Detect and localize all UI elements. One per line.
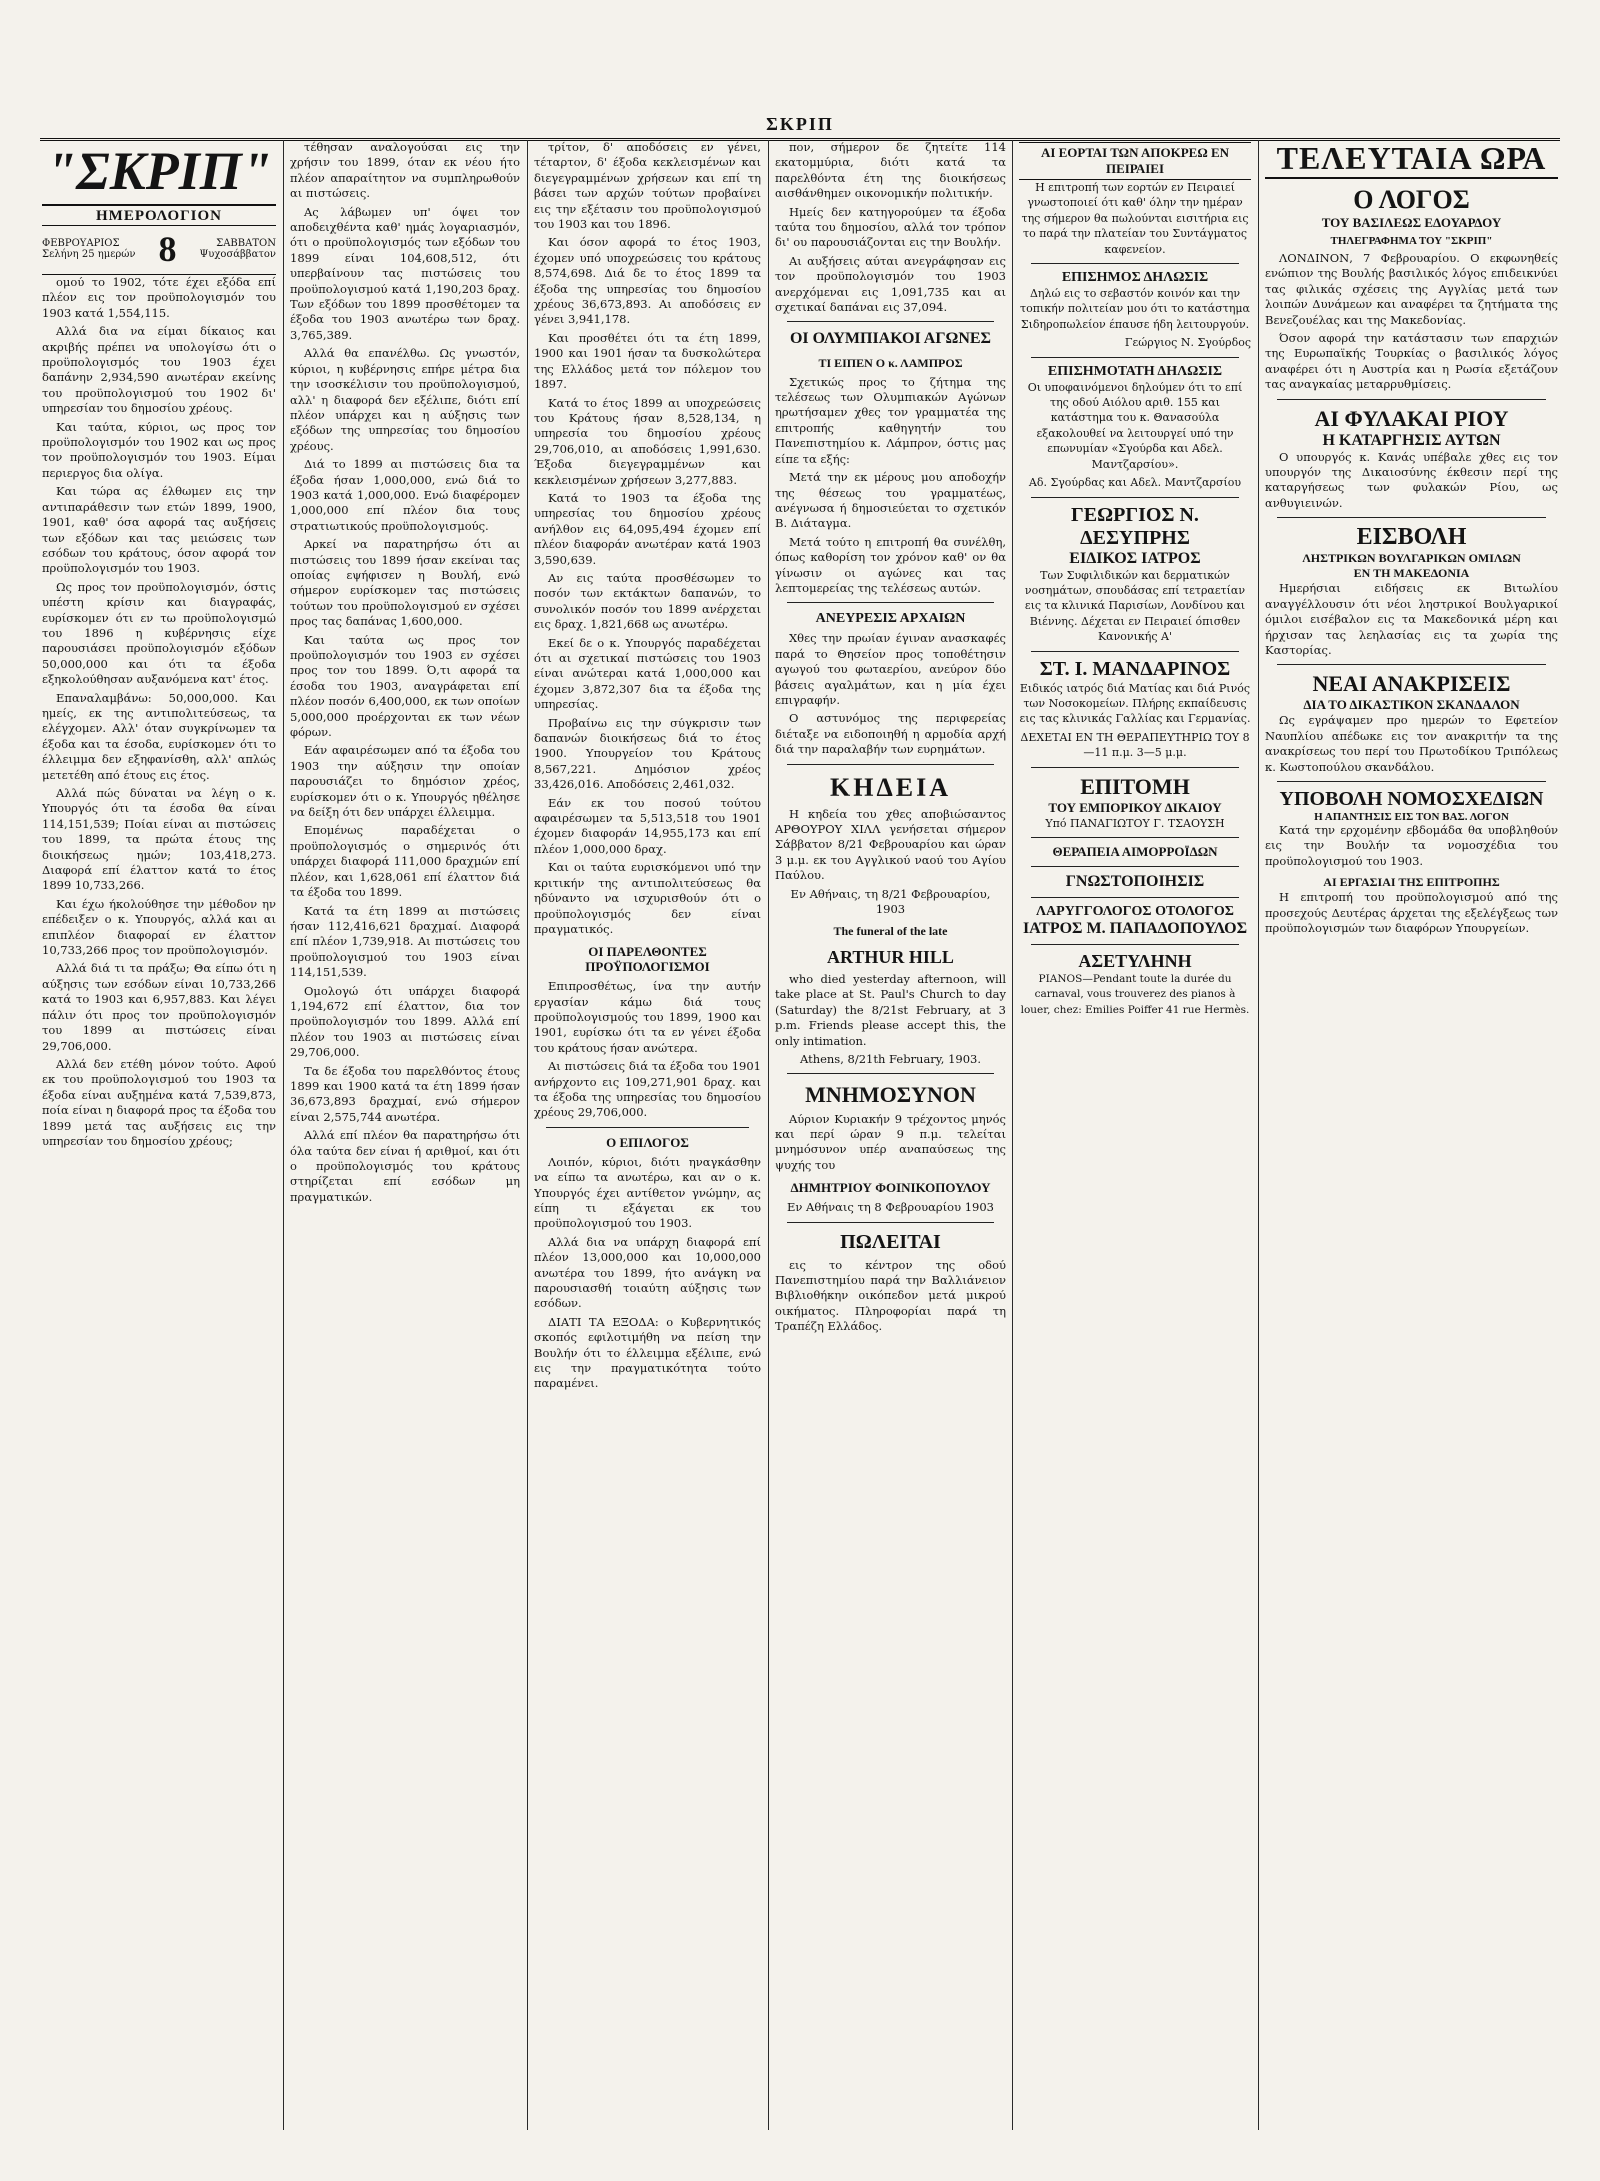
divider xyxy=(1277,664,1546,665)
column-2 xyxy=(290,140,520,2130)
divider xyxy=(1031,837,1239,838)
section-heading: ΝΕΑΙ ΑΝΑΚΡΙΣΕΙΣ xyxy=(1312,671,1511,697)
column-rule xyxy=(283,140,284,2130)
memorial-heading: ΜΝΗΜΟΣΥΝΟΝ xyxy=(805,1082,976,1108)
divider xyxy=(787,602,994,603)
article-paragraph: Αλλά διά τι τα πράξω; Θα είπω ότι η αύξησις των εσόδων είναι 10,733,266 κατά το 1903 και 6,957,883. Και λέγει πάλιν ότι προς τον προϋπολογισμόν του 1899 αι πιστώσεις είναι 29,706,000. xyxy=(42,961,276,1053)
article-paragraph: Και οι ταύτα ευρισκόμενοι υπό την κριτικήν της αντιπολιτεύσεως θα ηδύναντο να ισχυρισθούν ότι ο προϋπολογισμός δεν είναι πραγματικός. xyxy=(534,860,761,936)
article-paragraph: Ως εγράψαμεν προ ημερών το Εφετείον Ναυπλίου απέδωκε εις τον ανακριτήν τα της ανακρίσεως του περί του Πρωτοδίκου Τριπόλεως κ. Κωστοπούλου σκανδάλου. xyxy=(1265,713,1558,774)
article-paragraph: ΛΟΝΔΙΝΟΝ, 7 Φεβρουαρίου. Ο εκφωνηθείς ενώπιον της Βουλής βασιλικός λόγος επιδεικνύει τας φιλικάς σχέσεις της Αγγλίας μετά των λοιπών Δυνάμεων και αναφέρει τα ζητήματα της Βενεζουέλας και της Μακεδονίας. xyxy=(1265,251,1558,327)
section-heading: ΑΝΕΥΡΕΣΙΣ ΑΡΧΑΙΩΝ xyxy=(815,611,966,627)
article-paragraph: Ας λάβωμεν υπ' όψει τον αποδειχθέντα καθ' ημάς λογαριασμόν, ότι ο προϋπολογισμός των εξόδων του 1899 είναι 104,608,512, ότι υπερβαίνουν τας πιστώσεις του προϋπολογισμού κατά 1,190,203 δραχ. Των εξόδων του 1899 προσθέτομεν τα έξοδα του 1903 ανωτέρω των δραχ. 3,765,389. xyxy=(290,204,520,342)
article-paragraph: Και ταύτα ως προς τον προϋπολογισμόν του 1903 εν σχέσει προς τον του 1899. Ό,τι αφορά τα έσοδα του 1903, αναγράφεται επί πλέον ποσόν 6,400,000, εκ των οποίων 5,000,000 προέρχονται εκ των νέων φόρων. xyxy=(290,632,520,740)
divider xyxy=(1031,767,1239,768)
last-hour-heading: ΤΕΛΕΥΤΑΙΑ ΩΡΑ xyxy=(1265,140,1558,179)
divider xyxy=(787,1222,994,1223)
divider xyxy=(1031,866,1239,867)
divider xyxy=(787,1073,994,1074)
article-paragraph: Αι πιστώσεις διά τα έξοδα του 1901 ανήρχοντο εις 109,271,901 δραχ. και τα έξοδα της υπηρεσίας του δημοσίου χρέους 29,706,000. xyxy=(534,1059,761,1120)
memorial-text: Αύριον Κυριακήν 9 τρέχοντος μηνός και περί ώραν 9 π.μ. τελείται μνημόσυνον υπέρ αναπαύσεως της ψυχής του xyxy=(775,1111,1006,1172)
article-paragraph: Και τώρα ας έλθωμεν εις την αντιπαράθεσιν των ετών 1899, 1900, 1901, καθ' όσα αφορά τας αυξήσεις των εξόδων και τας μειώσεις των εσόδων του κράτους, όσον αφορά τον προϋπολογισμόν του 1903. xyxy=(42,484,276,576)
funeral-english-heading: The funeral of the late xyxy=(833,924,948,939)
article-paragraph: Αλλά δια να υπάρχη διαφορά επί πλέον 13,000,000 και 10,000,000 ανωτέρα του 1899, ήτο ανάγκη να παρουσιασθή τοιαύτη αύξησις των εσόδων. xyxy=(534,1234,761,1311)
section-heading: ΑΙ ΕΟΡΤΑΙ ΤΩΝ ΑΠΟΚΡΕΩ ΕΝ ΠΕΙΡΑΙΕΙ xyxy=(1019,140,1251,180)
article-paragraph: Και προσθέτει ότι τα έτη 1899, 1900 και 1901 ήσαν τα δυσκολώτερα της Ελλάδος μετά τον πόλεμον του 1897. xyxy=(534,330,761,392)
saint-label: Ψυχοσάββατον xyxy=(199,249,276,260)
article-paragraph: Ημείς δεν κατηγορούμεν τα έξοδα ταύτα του δημοσίου, αλλά τον τρόπον δι' ου παρουσιάζονται εις την Βουλήν. xyxy=(775,204,1006,250)
article-paragraph: Όσον αφορά την κατάστασιν των επαρχιών της Ευρωπαϊκής Τουρκίας ο βασιλικός λόγος αναφέρει ότι η Αυστρία και η Ρωσία εξετάζουν τας αναγκαίας μεταρρυθμίσεις. xyxy=(1265,331,1558,392)
article-paragraph: Διά το 1899 αι πιστώσεις δια τα έξοδα ήσαν 1,000,000, ενώ διά το 1903 κατά 1,000,000. Ενώ διαφέρομεν 1,000,000 επί πλέον δια τους στρατιωτικούς προϋπολογισμούς. xyxy=(290,457,520,533)
section-heading: ΑΣΕΤΥΛΗΝΗ xyxy=(1078,950,1192,971)
divider xyxy=(1277,781,1546,782)
divider xyxy=(1031,651,1239,652)
section-heading: Ο ΛΟΓΟΣ xyxy=(1353,185,1470,214)
section-subheading: Η ΑΠΑΝΤΗΣΙΣ ΕΙΣ ΤΟΝ ΒΑΣ. ΛΟΓΟΝ xyxy=(1314,810,1509,823)
section-subheading: Η ΚΑΤΑΡΓΗΣΙΣ ΑΥΤΩΝ xyxy=(1322,431,1501,449)
article-paragraph: Αν εις ταύτα προσθέσωμεν το ποσόν των εκτάκτων δαπανών, το συνολικόν ποσόν του 1899 ανέρχεται εις δραχ. 1,821,668 ως ανωτέρω. xyxy=(534,570,761,632)
divider xyxy=(1031,897,1239,898)
article-paragraph: ομού το 1902, τότε έχει εξόδα επί πλέον εις τον προϋπολογισμόν του 1903 κατά 1,554,115. xyxy=(42,275,276,320)
section-subheading: ΛΗΣΤΡΙΚΩΝ ΒΟΥΛΓΑΡΙΚΩΝ ΟΜΙΛΩΝ xyxy=(1302,551,1521,566)
section-subheading: ΔΙΑ ΤΟ ΔΙΚΑΣΤΙΚΟΝ ΣΚΑΝΔΑΛΟΝ xyxy=(1303,697,1520,713)
doctor-title: ΛΑΡΥΓΓΟΛΟΓΟΣ ΟΤΟΛΟΓΟΣ xyxy=(1036,903,1234,919)
column-rule xyxy=(1012,140,1013,2130)
article-paragraph: Κατά το 1903 τα έξοδα της υπηρεσίας του δημοσίου χρέους ανήλθον εις 64,095,494 έχομεν επί πλέον διαφοράν ανωτέραν κατά 1903 3,590,639. xyxy=(534,490,761,567)
column-rule xyxy=(1258,140,1259,2130)
brand-logo: "ΣΚΡΙΠ" xyxy=(42,140,276,206)
article-paragraph: Σχετικώς προς το ζήτημα της τελέσεως των Ολυμπιακών Αγώνων ηρωτήσαμεν χθες τον γραμματέα της επιτροπής καθηγητήν του Πανεπιστημίου κ. Λάμπρον, όστις μας είπε τα εξής: xyxy=(775,374,1006,466)
article-paragraph: Χθες την πρωίαν έγιναν ανασκαφές παρά το Θησείον προς τοποθέτησιν αγωγού του φωταερίου, ανεύρον δύο βάσεις αγαλμάτων, και η μία έχει επιγραφήν. xyxy=(775,631,1006,708)
doctor-title: ΕΙΔΙΚΟΣ ΙΑΤΡΟΣ xyxy=(1069,549,1201,567)
funeral-heading: ΚΗΔΕΙΑ xyxy=(830,772,951,802)
funeral-english-place: Athens, 8/21th February, 1903. xyxy=(799,1051,982,1066)
divider xyxy=(1277,399,1546,400)
running-title: ΣΚΡΙΠ xyxy=(766,114,834,134)
ad-text: Δηλώ εις το σεβαστόν κοινόν και την τοπικήν πολιτείαν μου ότι το κατάστημα Σιδηροπωλείον έπαυσε ήδη λειτουργούν. xyxy=(1019,287,1250,331)
ad-signature: Γεώργιος Ν. Σγούρδος xyxy=(1124,336,1251,350)
divider xyxy=(1277,517,1546,518)
article-paragraph: Ημερήσιαι ειδήσεις εκ Βιτωλίου αναγγέλλουσιν ότι νέοι ληστρικοί Βουλγαρικοί όμιλοι εισέβαλον εις τα Μακεδονικά μέρη και ήρχισαν τας λεηλασίας εις τα χωρία της Καστορίας. xyxy=(1265,581,1558,657)
book-author: Υπό ΠΑΝΑΓΙΩΤΟΥ Γ. ΤΣΑΟΥΣΗ xyxy=(1045,816,1225,830)
section-heading: ΟΙ ΠΑΡΕΛΘΟΝΤΕΣ ΠΡΟΫΠΟΛΟΓΙΣΜΟΙ xyxy=(585,944,710,975)
article-paragraph: Και ταύτα, κύριοι, ως προς τον προϋπολογισμόν του 1902 και ως προς τον προϋπολογισμόν του 1903. Είμαι περιεργος δια ολίγα. xyxy=(42,419,276,480)
article-paragraph: Ομολογώ ότι υπάρχει διαφορά 1,194,672 επί έλαττον, δια τον προϋπολογισμόν του 1899. Αλλά επί πλέον του 1903 αι πιστώσεις είναι 29,706,000. xyxy=(290,983,520,1060)
divider xyxy=(1031,944,1239,945)
section-heading: ΥΠΟΒΟΛΗ ΝΟΜΟΣΧΕΔΙΩΝ xyxy=(1279,787,1544,810)
memorial-date: Εν Αθήναις τη 8 Φεβρουαρίου 1903 xyxy=(787,1200,994,1215)
article-paragraph: Ο αστυνόμος της περιφερείας διέταξε να ειδοποιηθή η αρμοδία αρχή διά την παραλαβήν των ευρημάτων. xyxy=(775,711,1006,757)
doctor-name: ΣΤ. Ι. ΜΑΝΔΑΡΙΝΟΣ xyxy=(1039,657,1231,680)
article-paragraph: Επιπροσθέτως, ίνα την αυτήν εργασίαν κάμω διά τους προϋπολογισμούς του 1899, 1900 και 1901, ευρίσκω ότι τα εν γένει έξοδα του κράτους ήσαν ανώτερα. xyxy=(534,979,761,1055)
ad-text: Η επιτροπή των εορτών εν Πειραιεί γνωστοποιεί ότι καθ' όλην την ημέραν της σήμερον θα πωλούνται εισιτήρια εις το παρά την πλατείαν του Συντάγματος καφενείον. xyxy=(1021,181,1249,256)
article-paragraph: Κατά το έτος 1899 αι υποχρεώσεις του Κράτους ήσαν 8,528,134, η υπηρεσία του δημοσίου χρέους 29,706,010, αι αποδόσεις 1,991,630. Έξοδα διεγεγραμμένων και κεκλεισμένων χρήσεων 3,277,883. xyxy=(534,395,761,487)
book-subtitle: ΤΟΥ ΕΜΠΟΡΙΚΟΥ ΔΙΚΑΙΟΥ xyxy=(1048,799,1222,815)
funeral-english-text: who died yesterday afternoon, will take place at St. Paul's Church to day (Saturday) the 8/21st February, at 3 p.m. Friends please accept this, the only intimation. xyxy=(775,971,1006,1048)
date-box xyxy=(42,226,276,275)
article-paragraph: Αλλά πώς δύναται να λέγη ο κ. Υπουργός ότι τα έσοδα θα είναι 114,151,539; Ποίαι είναι αι πιστώσεις του 1899, τα πρώτα έτους της διοικήσεως ημών; 103,418,273. Διαφορά επί έλαττον κατά το έτος 1899 10,733,266. xyxy=(42,786,276,893)
column-6 xyxy=(1265,140,1558,2130)
section-subheading: ΑΙ ΕΡΓΑΣΙΑΙ ΤΗΣ ΕΠΙΤΡΟΠΗΣ xyxy=(1323,875,1500,890)
section-heading: ΕΙΣΒΟΛΗ xyxy=(1356,524,1467,551)
section-heading: Ο ΕΠΙΛΟΓΟΣ xyxy=(606,1134,689,1150)
ad-text: Οι υποφαινόμενοι δηλούμεν ότι το επί της οδού Αιόλου αριθ. 155 και κατάστημα του κ. Θανασούλα εξακολουθεί να λειτουργεί υπό την επωνυμίαν «Σγούρδα και Αδελ. Μαντζαρσίου». xyxy=(1027,380,1243,471)
column-4 xyxy=(775,140,1006,2130)
section-heading: ΓΝΩΣΤΟΠΟΙΗΣΙΣ xyxy=(1065,872,1205,890)
sale-heading: ΠΩΛΕΙΤΑΙ xyxy=(840,1230,941,1253)
divider xyxy=(787,764,994,765)
article-paragraph: τρίτον, δ' αποδόσεις εν γένει, τέταρτον, δ' έξοδα κεκλεισμένων και διεγεγραμμένων χρήσεων και επί τη βάσει των αρχών τούτων προβαίνει εις την εξέτασιν του προϋπολογισμού του 1903 και του 1896. xyxy=(534,140,761,232)
column-1 xyxy=(42,140,276,2130)
article-paragraph: Κατά τα έτη 1899 αι πιστώσεις ήσαν 112,416,621 δραχμαί. Διαφορά επί πλέον 1,739,918. Αι πιστώσεις του προϋπολογισμού του 1903 είναι 114,151,539. xyxy=(290,903,520,980)
article-paragraph: Ως προς τον προϋπολογισμόν, όστις υπέστη κρίσιν και διαγραφάς, ευρίσκομεν ότι εν τω προϋπολογισμώ του 1896 η κυβέρνησις είχε παρουσιάσει προϋπολογισμόν εξόδων 50,000,000 και ότι τα έξοδα εξηκολούθησαν αυξανόμενα κατ' έτος. xyxy=(42,579,276,687)
moon-label: Σελήνη 25 ημερών xyxy=(42,249,136,260)
ad-hours: ΔΕΧΕΤΑΙ ΕΝ ΤΗ ΘΕΡΑΠΕΥΤΗΡΙΩ ΤΟΥ 8—11 π.μ. 3—5 μ.μ. xyxy=(1020,730,1250,760)
article-paragraph: Κατά την ερχομένην εβδομάδα θα υποβληθούν εις την Βουλήν τα νομοσχέδια του προϋπολογισμού του 1903. xyxy=(1265,822,1558,868)
article-paragraph: Και όσον αφορά το έτος 1903, έχομεν υπό υποχρεώσεις του κράτους 8,574,698. Διά δε το έτος 1899 τα έξοδα της υπηρεσίας του δημοσίου χρέους 36,673,893. Αι αποδόσεις εν γένει 3,941,178. xyxy=(534,235,761,327)
section-heading: ΕΠΙΣΗΜΟΤΑΤΗ ΔΗΛΩΣΙΣ xyxy=(1047,363,1223,379)
article-paragraph: Αρκεί να παρατηρήσω ότι αι πιστώσεις του 1899 ήσαν εκείναι τας οποίας εψήφισεν η Βουλή, ενώ σήμερον ευρίσκομεν τας πιστώσεις τούτων του προϋπολογισμού εν σχέσει προς τας δαπάνας 1,600,000. xyxy=(290,537,520,629)
month-label: ΦΕΒΡΟΥΑΡΙΟΣ xyxy=(42,238,120,249)
article-paragraph: Και έχω ήκολούθησε την μέθοδον ην επέδειξεν ο κ. Υπουργός, αλλά και αι επιπλέον διαφοραί εν έλαττον 10,733,266 προς τον προϋπολογισμόν. xyxy=(42,896,276,958)
article-paragraph: Επομένως παραδέχεται ο προϋπολογισμός ο σημερινός ότι υπάρχει διαφορά 111,000 δραχμών επί πλέον, και 1,628,061 επί έλαττον διά τα έξοδα του 1899. xyxy=(290,823,520,900)
column-rule xyxy=(768,140,769,2130)
article-paragraph: Εάν εκ του ποσού τούτου αφαιρέσωμεν τα 5,513,518 του 1901 έχομεν διαφοράν 14,955,173 και επί πλέον 1,000,000 δραχ. xyxy=(534,795,761,856)
article-paragraph: Αλλά επί πλέον θα παρατηρήσω ότι όλα ταύτα δεν είναι ή αριθμοί, και ότι ο προϋπολογισμός του κράτους στηρίζεται επί εσόδων μη πραγματικών. xyxy=(290,1128,520,1204)
column-3 xyxy=(534,140,761,2130)
divider xyxy=(546,1127,749,1128)
ad-text: PIANOS—Pendant toute la durée du carnaval, vous trouverez des pianos à louer, chez: Emilies Poiffer 41 rue Hermès. xyxy=(1020,972,1250,1016)
section-subheading: ΤΙ ΕΙΠΕΝ Ο κ. ΛΑΜΠΡΟΣ xyxy=(818,355,963,370)
weekday-label: ΣΑΒΒΑΤΟΝ xyxy=(216,238,276,249)
article-paragraph: Μετά τούτο η επιτροπή θα συνέλθη, όπως καθορίση τον χρόνον καθ' ον θα γίνωσιν οι αγώνες και τας λεπτομερείας της τελέσεως αυτών. xyxy=(775,534,1006,595)
article-paragraph: τέθησαν αναλογούσαι εις την χρήσιν του 1899, όταν εκ νέου ήτο πλέον απαραίτητον να συμπληρωθούν αι πιστώσεις. xyxy=(290,140,520,201)
section-subheading: ΤΟΥ ΒΑΣΙΛΕΩΣ ΕΔΟΥΑΡΔΟΥ xyxy=(1321,215,1502,230)
telegram-label: ΤΗΛΕΓΡΑΦΗΜΑ ΤΟΥ "ΣΚΡΙΠ" xyxy=(1330,235,1493,247)
section-heading: ΘΕΡΑΠΕΙΑ ΑΙΜΟΡΡΟΪΔΩΝ xyxy=(1052,843,1218,859)
deceased-name: ARTHUR HILL xyxy=(827,947,954,968)
article-paragraph: πον, σήμερον δε ζητείτε 114 εκατομμύρια, διότι κατά τα παρελθόντα έτη της διοικήσεως αισθάνθημεν οικονομικήν πολιτικήν. xyxy=(775,140,1006,201)
ad-text: Ειδικός ιατρός διά Ματίας και διά Ρινός των Νοσοκομείων. Πλήρης εκπαίδευσις εις τας κλινικάς Γαλλίας και Γερμανίας. xyxy=(1019,681,1251,726)
article-paragraph: Λοιπόν, κύριοι, διότι ηναγκάσθην να είπω τα ανωτέρω, και αν ο κ. Υπουργός έχει αντίθετον γνώμην, ας είπη τι εξάγεται εκ του προϋπολογισμού του 1903. xyxy=(534,1154,761,1231)
section-heading: ΕΠΙΣΗΜΟΣ ΔΗΛΩΣΙΣ xyxy=(1061,270,1209,286)
section-heading: ΟΙ ΟΛΥΜΠΙΑΚΟΙ ΑΓΩΝΕΣ xyxy=(789,330,992,348)
day-number: 8 xyxy=(158,229,177,269)
article-paragraph: Η επιτροπή του προϋπολογισμού από της προσεχούς Δευτέρας άρχεται της εξελέγξεως των προϋπολογισμών των διαφόρων Υπουργείων. xyxy=(1265,890,1558,935)
article-paragraph: Επαναλαμβάνω: 50,000,000. Και ημείς, εκ της αντιπολιτεύσεως, τα ελέγχομεν. Αλλ' όταν συγκρίνωμεν τα έξοδα και τα έσοδα, ευρίσκομεν ότι το έλλειμμα δεν εξηφανίσθη, αλλ' απλώς μετετέθη από έτους εις έτος. xyxy=(42,690,276,782)
article-paragraph: Τα δε έξοδα του παρελθόντος έτους 1899 και 1900 κατά τα έτη 1899 ήσαν 36,673,893 δραχμαί, ενώ σήμερον είναι 2,575,744 ανωτέρα. xyxy=(290,1063,520,1124)
article-paragraph: Αλλά δεν ετέθη μόνον τούτο. Αφού εκ του προϋπολογισμού του 1903 τα έξοδα είναι αυξημένα κατά 7,539,873, ποία είναι η διαφορά προς τα έξοδα του 1899 μετά τας αυξήσεις εις την υπηρεσίαν του δημοσίου χρέους; xyxy=(42,1056,276,1148)
funeral-notice-text: Η κηδεία του χθες αποβιώσαντος ΑΡΘΟΥΡΟΥ ΧΙΛΛ γενήσεται σήμερον Σάββατον 8/21 Φεβρουαρίου και ώραν 3 μ.μ. εκ του Αγγλικού ναού του Αγίου Παύλου. xyxy=(775,806,1006,883)
article-paragraph: Αλλά δια να είμαι δίκαιος και ακριβής πρέπει να υπολογίσω ότι ο προϋπολογισμός του 1903 έχει δαπάνην 2,934,590 ανωτέραν εκείνης του προϋπολογισμού του 1902 δι' υπηρεσίαν του δημοσίου χρέους. xyxy=(42,324,276,416)
article-paragraph: Αι αυξήσεις αύται ανεγράφησαν εις τον προϋπολογισμόν του 1903 ανερχόμεναι εις 1,091,735 και αι σχετικαί δαπάναι εις 37,094. xyxy=(775,253,1006,315)
divider xyxy=(1031,497,1239,498)
running-header xyxy=(40,114,1560,141)
ad-text: Των Συφιλιδικών και δερματικών νοσημάτων, σπουδάσας επί τετραετίαν εις τα κλινικά Παρισίων, Λονδίνου και Βιέννης. Δέχεται εν Πειραιεί όπισθεν Κανονικής Α' xyxy=(1024,568,1246,644)
doctor-name: ΙΑΤΡΟΣ Μ. ΠΑΠΑΔΟΠΟΥΛΟΣ xyxy=(1022,919,1248,937)
section-heading: ΑΙ ΦΥΛΑΚΑΙ ΡΙΟΥ xyxy=(1314,405,1509,431)
divider xyxy=(1031,357,1239,358)
article-paragraph: Μετά την εκ μέρους μου αποδοχήν της θέσεως του γραμματέως, ανέγνωσα ή δημοσιεύεται το σχετικόν Β. Διάταγμα. xyxy=(775,470,1006,531)
column-rule xyxy=(527,140,528,2130)
doctor-name: ΓΕΩΡΓΙΟΣ Ν. ΔΕΣΥΠΡΗΣ xyxy=(1071,503,1199,549)
article-paragraph: Προβαίνω εις την σύγκρισιν των δαπανών διοικήσεως διά το έτος 1900. Υπουργείον του Κράτους 8,567,221. Δημόσιον χρέος 33,426,016. Αποδόσεις 2,461,032. xyxy=(534,715,761,792)
book-title: ΕΠΙΤΟΜΗ xyxy=(1080,773,1190,799)
sale-text: εις το κέντρον της οδού Πανεπιστημίου παρά την Βαλλιάνειον Βιβλιοθήκην οικόπεδον μετά μικρού οικήματος. Πληροφορίαι παρά τη Τραπέζη Ελλάδος. xyxy=(775,1257,1006,1334)
divider xyxy=(1031,263,1239,264)
memorial-name: ΔΗΜΗΤΡΙΟΥ ΦΟΙΝΙΚΟΠΟΥΛΟΥ xyxy=(790,1180,991,1196)
article-paragraph: Εάν αφαιρέσωμεν από τα έξοδα του 1903 την αύξησιν την οποίαν παρουσιάζει το δημόσιον χρέος, ευρίσκομεν ότι ο κ. Υπουργός ηθέλησε να δείξη ότι δεν υπάρχει έλλειμμα. xyxy=(290,743,520,820)
calendar-heading: ΗΜΕΡΟΛΟΓΙΟΝ xyxy=(42,208,276,226)
article-paragraph: Αλλά θα επανέλθω. Ως γνωστόν, κύριοι, η κυβέρνησις επήρε μέτρα δια την ισοσκέλισιν του προϋπολογισμού, αλλ' η διαφορά δεν εξέλιπε, διότι επί πλέον υπάρχει και η αύξησις των εξόδων της υπηρεσίας του δημοσίου χρέους. xyxy=(290,346,520,453)
article-paragraph: Ο υπουργός κ. Κανάς υπέβαλε χθες εις τον υπουργόν της Δικαιοσύνης έκθεσιν περί της καταργήσεως των φυλακών Ρίου, ως ανθυγιεινών. xyxy=(1265,449,1558,510)
section-subheading: ΕΝ ΤΗ ΜΑΚΕΔΟΝΙΑ xyxy=(1353,566,1470,581)
funeral-notice-date: Εν Αθήναις, τη 8/21 Φεβρουαρίου, 1903 xyxy=(790,886,991,917)
article-paragraph: Εκεί δε ο κ. Υπουργός παραδέχεται ότι αι σχετικαί πιστώσεις του 1903 είναι ανώτεραι κατά 1,000,000 και έχομεν 3,872,307 δια τα έξοδα της υπηρεσίας. xyxy=(534,635,761,712)
column-5 xyxy=(1019,140,1251,2130)
ad-signature: Αδ. Σγούρδας και Αδελ. Μαντζαρσίου xyxy=(1028,476,1242,490)
article-paragraph: ΔΙΑΤΙ ΤΑ ΕΞΟΔΑ: ο Κυβερνητικός σκοπός εφιλοτιμήθη να πείση την Βουλήν ότι το έλλειμμα εξέλιπε, ενώ εις την πραγματικότητα τούτο παραμένει. xyxy=(534,1314,761,1391)
divider xyxy=(787,321,994,322)
